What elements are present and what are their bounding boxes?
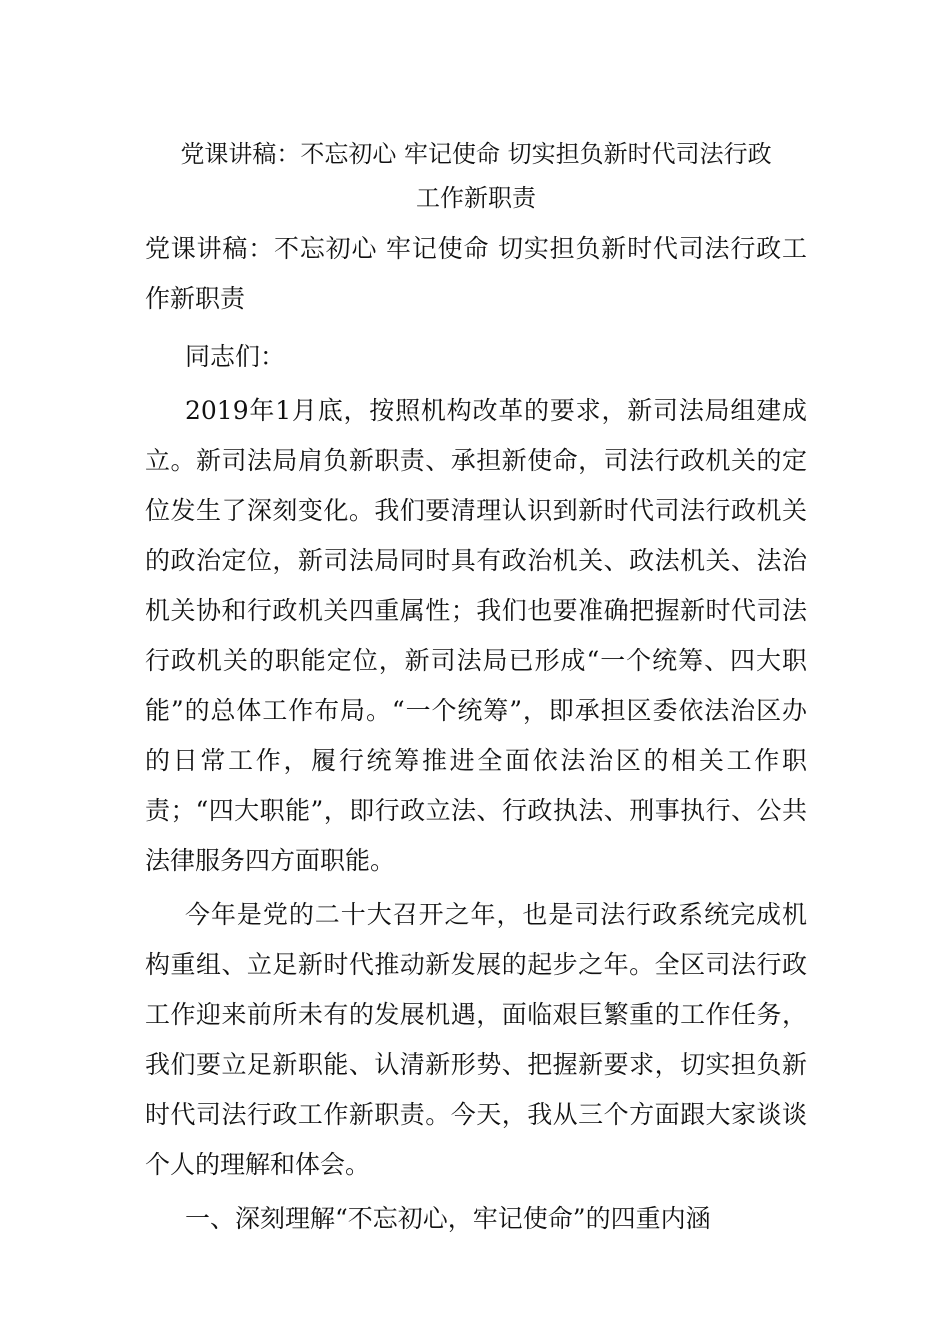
paragraph-2: 今年是党的二十大召开之年，也是司法行政系统完成机构重组、立足新时代推动新发展的起步之年。全区司法行政工作迎来前所未有的发展机遇，面临艰巨繁重的工作任务，我们要立足新职能、认清新形势、把握新要求，切实担负新时代司法行政工作新职责。今天，我从三个方面跟大家谈谈个人的理解和体会。 [145,900,807,1179]
salutation: 同志们： [185,342,286,371]
section-heading: 一、深刻理解“不忘初心，牢记使命”的四重内涵 [185,1204,711,1233]
paragraph-1: 2019年1月底，按照机构改革的要求，新司法局组建成立。新司法局肩负新职责、承担新使命，司法行政机关的定位发生了深刻变化。我们要清理认识到新时代司法行政机关的政治定位，新司法局同时具有政治机关、政法机关、法治机关协和行政机关四重属性；我们也要准确把握新时代司法行政机关的职能定位，新司法局已形成“一个统筹、四大职能”的总体工作布局。“一个统筹”，即承担区委依法治区办的日常工作，履行统筹推进全面依法治区的相关工作职责；“四大职能”，即行政立法、行政执法、刑事执行、公共法律服务四方面职能。 [145,396,807,875]
document-subtitle: 党课讲稿：不忘初心 牢记使命 切实担负新时代司法行政工作新职责 [145,234,807,313]
document-title-line-2: 工作新职责 [416,184,536,212]
document-title-line-1: 党课讲稿：不忘初心 牢记使命 切实担负新时代司法行政 [180,140,772,168]
document-title [145,132,807,220]
document-body [145,224,807,1244]
